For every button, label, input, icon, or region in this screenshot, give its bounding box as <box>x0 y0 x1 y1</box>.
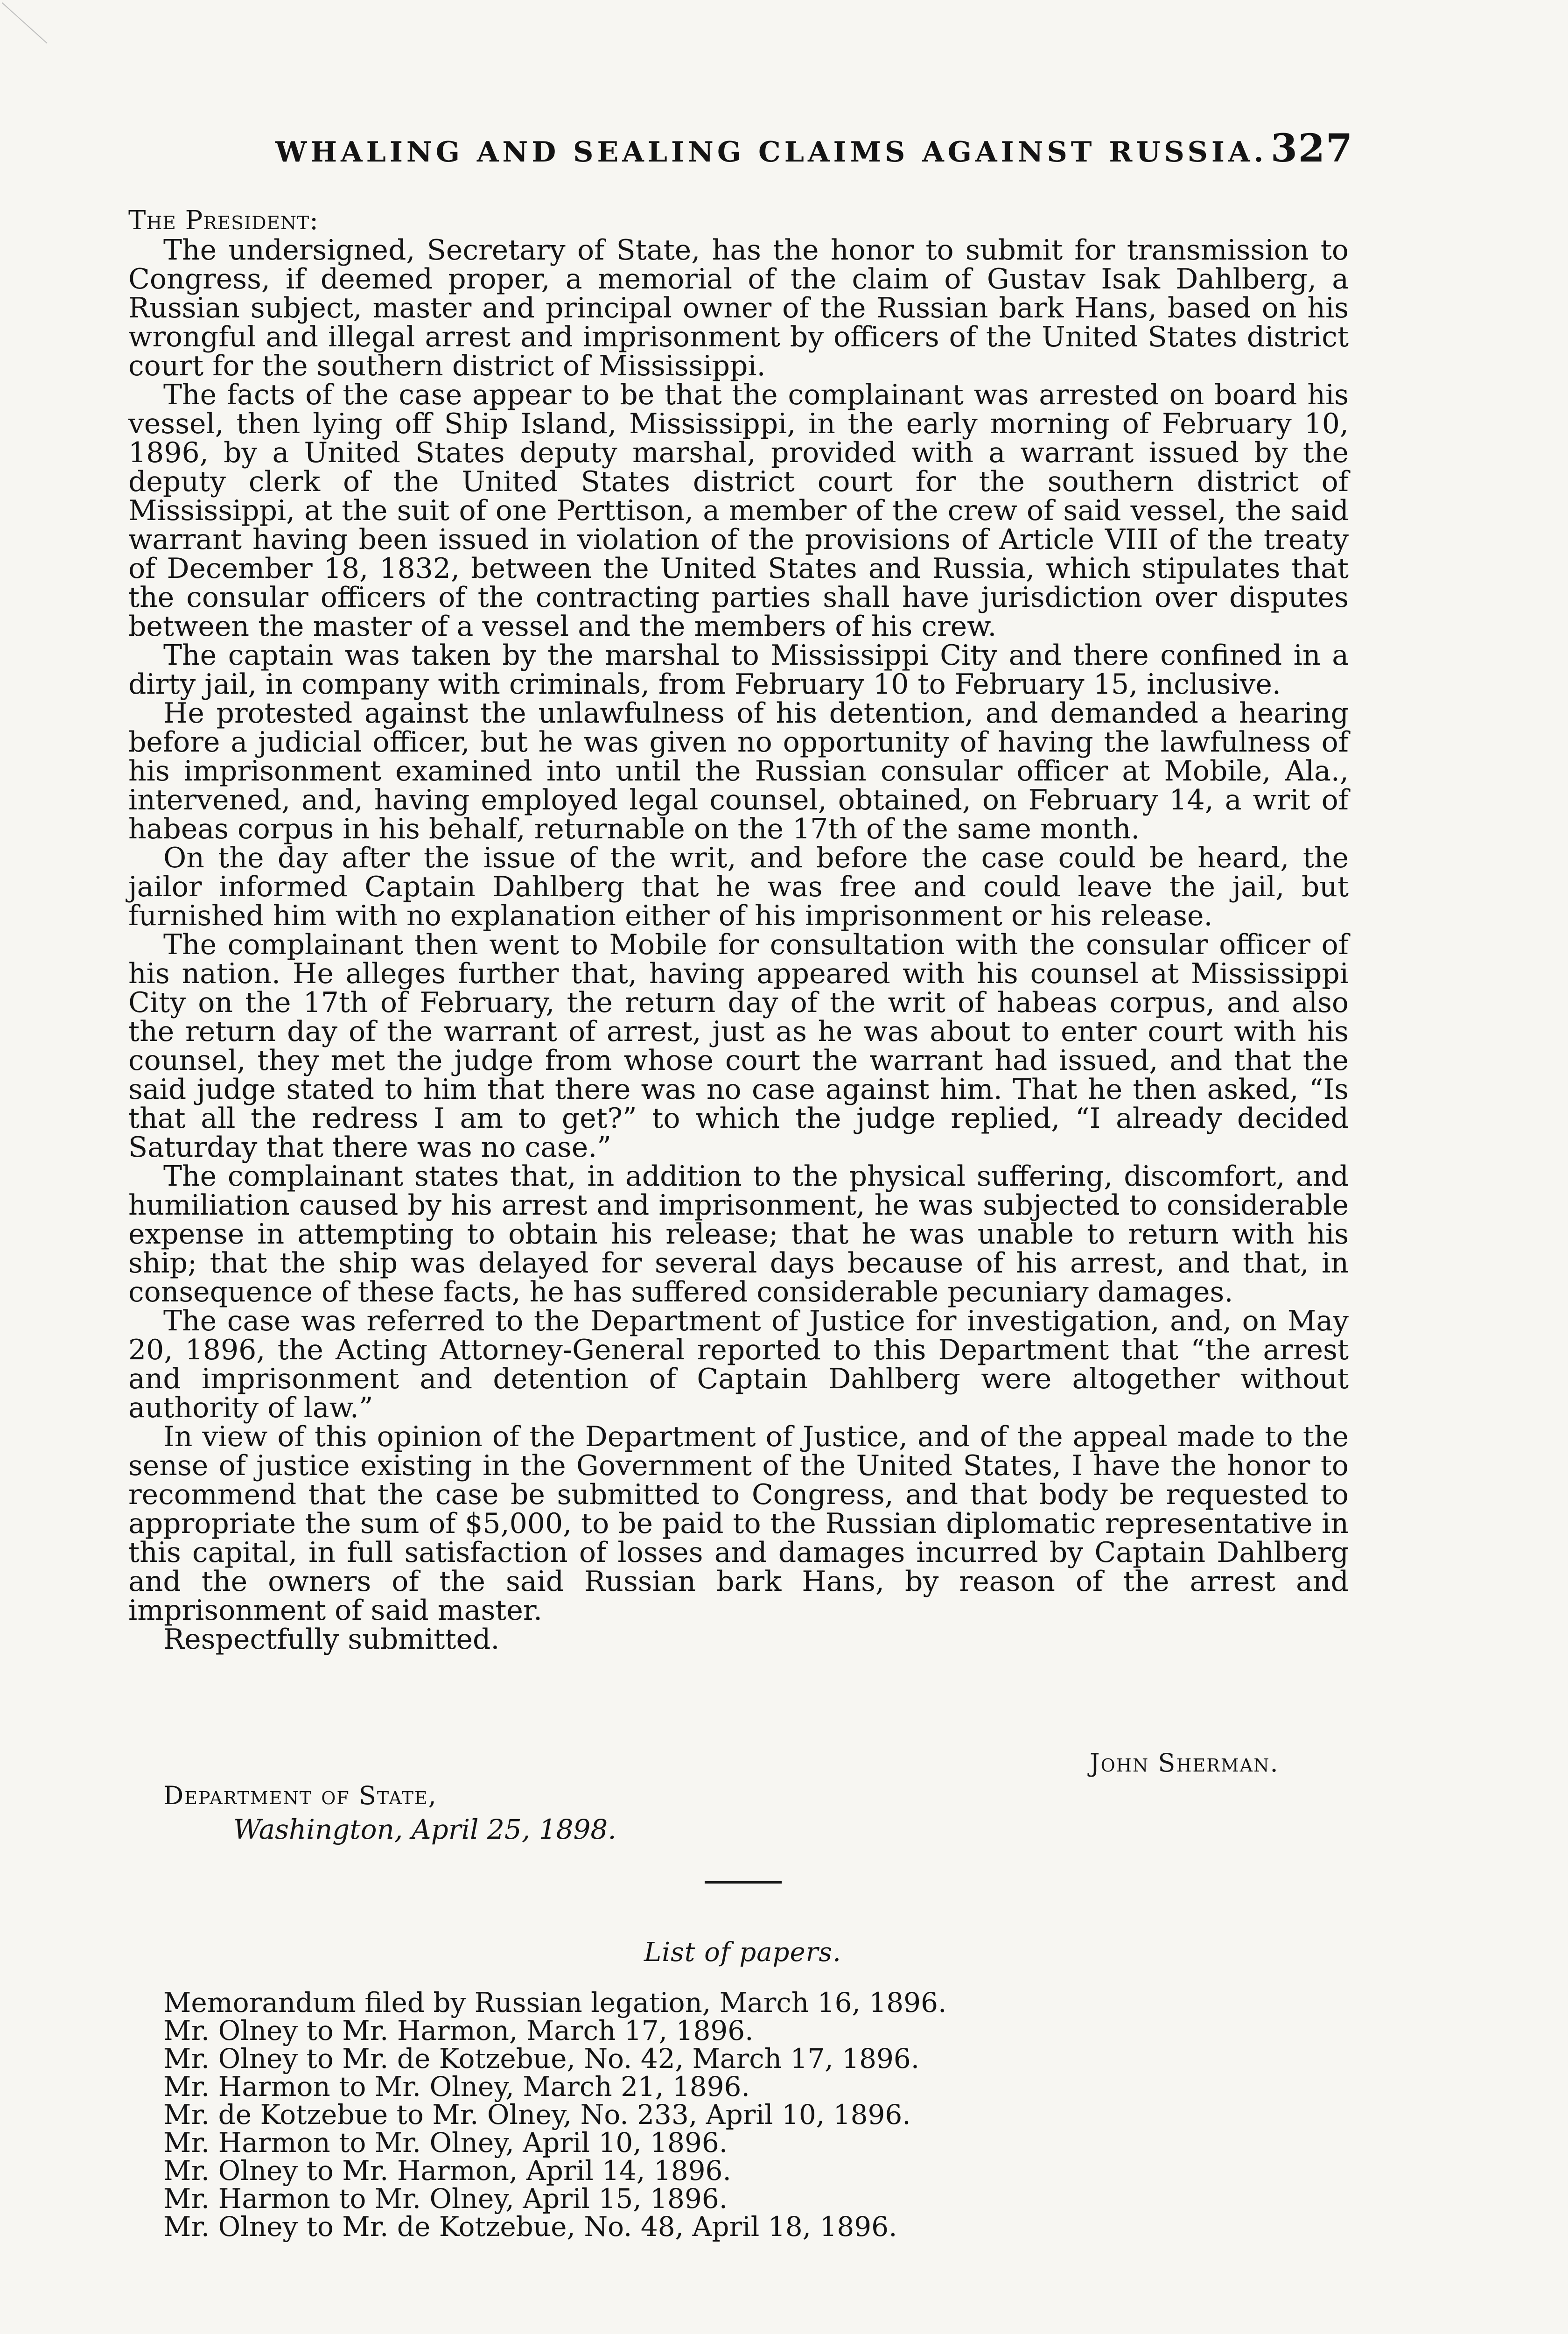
paragraph: The complainant states that, in addition to the physical suffering, discomfort, and humiliation caused by his arrest and imprisonment, he was subjected to considerable expense in attempting to obtain his release; that he was unable to return with his ship; that the ship was delayed for several days because of his arrest, and that, in consequence of these facts, he has suffered considerable pecuniary damages. <box>128 1160 1349 1308</box>
place-date-line: Washington, April 25, 1898. <box>233 1814 616 1845</box>
paragraph: The undersigned, Secretary of State, has the honor to submit for transmission to Congress, if deemed proper, a memorial of the claim of Gustav Isak Dahlberg, a Russian subject, master and principal owner of the Russian bark Hans, based on his wrongful and illegal arrest and imprisonment by officers of the United States district court for the southern district of Mississippi. <box>128 234 1349 382</box>
list-item: Mr. Harmon to Mr. Olney, April 10, 1896. <box>163 2127 728 2158</box>
list-item: Mr. Olney to Mr. Harmon, March 17, 1896. <box>163 2015 754 2046</box>
page-number: 327 <box>1270 126 1353 171</box>
place-line: Department of State, <box>163 1781 437 1810</box>
list-item: Mr. Harmon to Mr. Olney, April 15, 1896. <box>163 2183 728 2214</box>
page-header <box>275 126 1353 171</box>
signature: John Sherman. <box>1090 1748 1279 1778</box>
list-item: Mr. Harmon to Mr. Olney, March 21, 1896. <box>163 2071 750 2102</box>
signoff: Respectfully submitted. <box>163 1623 500 1656</box>
paragraph: On the day after the issue of the writ, and before the case could be heard, the jailor informed Captain Dahlberg that he was free and could leave the jail, but furnished him with no explanation either of his imprisonment or his release. <box>128 842 1349 932</box>
paragraph: He protested against the unlawfulness of his detention, and demanded a hearing before a judicial officer, but he was given no opportunity of having the lawfulness of his imprisonment examined into until the Russian consular officer at Mobile, Ala., intervened, and, having employed legal counsel, obtained, on February 14, a writ of habeas corpus in his behalf, returnable on the 17th of the same month. <box>128 697 1349 845</box>
letter-body <box>128 236 1349 1654</box>
salutation: The President: <box>128 205 319 236</box>
list-item: Mr. Olney to Mr. Harmon, April 14, 1896. <box>163 2155 731 2186</box>
list-of-papers-title: List of papers. <box>644 1937 841 1968</box>
section-divider <box>705 1881 782 1884</box>
running-title: WHALING AND SEALING CLAIMS AGAINST RUSSIA. <box>275 136 1267 169</box>
list-item: Mr. Olney to Mr. de Kotzebue, No. 42, March 17, 1896. <box>163 2043 920 2074</box>
paragraph: The captain was taken by the marshal to Mississippi City and there confined in a dirty jail, in company with criminals, from February 10 to February 15, inclusive. <box>128 639 1349 701</box>
paragraph: The case was referred to the Department of Justice for investigation, and, on May 20, 1896, the Acting Attorney-General reported to this Department that “the arrest and imprisonment and detention of Captain Dahlberg were altogether without authority of law.” <box>128 1305 1349 1424</box>
list-item: Mr. Olney to Mr. de Kotzebue, No. 48, April 18, 1896. <box>163 2211 897 2243</box>
paragraph: In view of this opinion of the Department of Justice, and of the appeal made to the sense of justice existing in the Government of the United States, I have the honor to recommend that the case be submitted to Congress, and that body be requested to appropriate the sum of $5,000, to be paid to the Russian diplomatic representative in this capital, in full satisfaction of losses and damages incurred by Captain Dahlberg and the owners of the said Russian bark Hans, by reason of the arrest and imprisonment of said master. <box>128 1420 1349 1627</box>
paragraph: The facts of the case appear to be that the complainant was arrested on board his vessel, then lying off Ship Island, Mississippi, in the early morning of February 10, 1896, by a United States deputy marshal, provided with a warrant issued by the deputy clerk of the United States district court for the southern district of Mississippi, at the suit of one Perttison, a member of the crew of said vessel, the said warrant having been issued in violation of the provisions of Article VIII of the treaty of December 18, 1832, between the United States and Russia, which stipulates that the consular officers of the contracting parties shall have jurisdiction over disputes between the master of a vessel and the members of his crew. <box>128 379 1349 643</box>
list-item: Memorandum filed by Russian legation, March 16, 1896. <box>163 1987 947 2018</box>
papers-list <box>163 1989 1190 2241</box>
list-item: Mr. de Kotzebue to Mr. Olney, No. 233, April 10, 1896. <box>163 2099 911 2130</box>
paragraph: The complainant then went to Mobile for consultation with the consular officer of his nation. He alleges further that, having appeared with his counsel at Mississippi City on the 17th of February, the return day of the writ of habeas corpus, and also the return day of the warrant of arrest, just as he was about to enter court with his counsel, they met the judge from whose court the warrant had issued, and that the said judge stated to him that there was no case against him. That he then asked, “Is that all the redress I am to get?” to which the judge replied, “I already decided Saturday that there was no case.” <box>128 928 1349 1164</box>
scan-corner-mark <box>2 2 48 43</box>
